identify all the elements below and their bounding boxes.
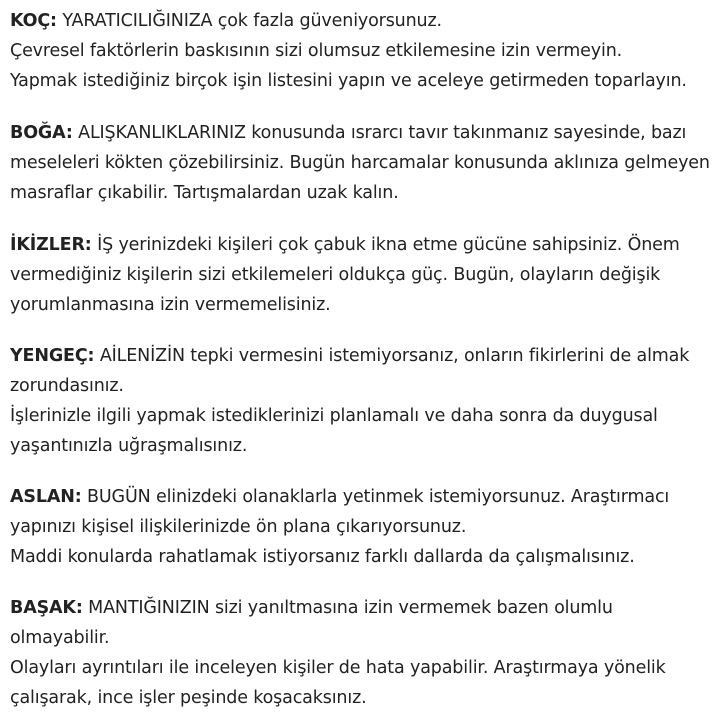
entry-line: yaşantınızla uğraşmalısınız.: [10, 436, 248, 456]
entry-text: MANTIĞINIZIN sizi yanıltmasına izin vermemek bazen olumlu: [88, 598, 613, 618]
entry-text: ALIŞKANLIKLARINIZ konusunda ısrarcı tavır takınmanız sayesinde, bazı: [78, 123, 687, 143]
entry-text: İŞ yerinizdeki kişileri çok çabuk ikna etme gücüne sahipsiniz. Önem: [97, 235, 680, 255]
entry-ikizler: [10, 230, 710, 320]
entry-line: [10, 482, 710, 512]
sign-label: YENGEÇ:: [10, 346, 95, 366]
entry-line: [10, 593, 710, 623]
entry-line: [10, 118, 710, 148]
entry-text: AİLENİZİN tepki vermesini istemiyorsanız, onların fikirlerini de almak: [99, 346, 690, 366]
entry-boga: [10, 118, 710, 208]
entry-koc: [10, 6, 710, 96]
sign-label: KOÇ:: [10, 11, 57, 31]
entry-line: Yapmak istediğiniz birçok işin listesini yapın ve aceleye getirmeden toparlayın.: [10, 71, 687, 91]
sign-label: ASLAN:: [10, 487, 82, 507]
entry-line: vermediğiniz kişilerin sizi etkilemeleri oldukça güç. Bugün, olayların değişik: [10, 265, 661, 285]
entry-line: zorundasınız.: [10, 376, 124, 396]
sign-label: BOĞA:: [10, 123, 73, 143]
entry-text: YARATICILIĞINIZA çok fazla güveniyorsunuz.: [62, 11, 442, 31]
entry-line: İşlerinizle ilgili yapmak istediklerinizi planlamalı ve daha sonra da duygusal: [10, 406, 658, 426]
entry-line: yapınızı kişisel ilişkilerinizde ön plana çıkarıyorsunuz.: [10, 517, 467, 537]
entry-line: [10, 341, 710, 371]
entry-line: Çevresel faktörlerin baskısının sizi olumsuz etkilemesine izin vermeyin.: [10, 41, 623, 61]
entry-line: [10, 230, 710, 260]
sign-label: BAŞAK:: [10, 598, 83, 618]
entry-basak: [10, 593, 710, 713]
sign-label: İKİZLER:: [10, 235, 92, 255]
entry-line: çalışarak, ince işler peşinde koşacaksınız.: [10, 688, 367, 708]
entry-line: masraflar çıkabilir. Tartışmalardan uzak kalın.: [10, 183, 399, 203]
entry-aslan: [10, 482, 710, 572]
entry-line: Maddi konularda rahatlamak istiyorsanız farklı dallarda da çalışmalısınız.: [10, 547, 635, 567]
entry-line: Olayları ayrıntıları ile inceleyen kişiler de hata yapabilir. Araştırmaya yönelik: [10, 658, 666, 678]
entry-line: meseleleri kökten çözebilirsiniz. Bugün harcamalar konusunda aklınıza gelmeyen: [10, 153, 710, 173]
entry-text: BUGÜN elinizdeki olanaklarla yetinmek istemiyorsunuz. Araştırmacı: [87, 487, 670, 507]
entry-line: yorumlanmasına izin vermemelisiniz.: [10, 295, 331, 315]
entry-line: [10, 6, 710, 36]
entry-yengec: [10, 341, 710, 461]
entry-line: olmayabilir.: [10, 628, 110, 648]
